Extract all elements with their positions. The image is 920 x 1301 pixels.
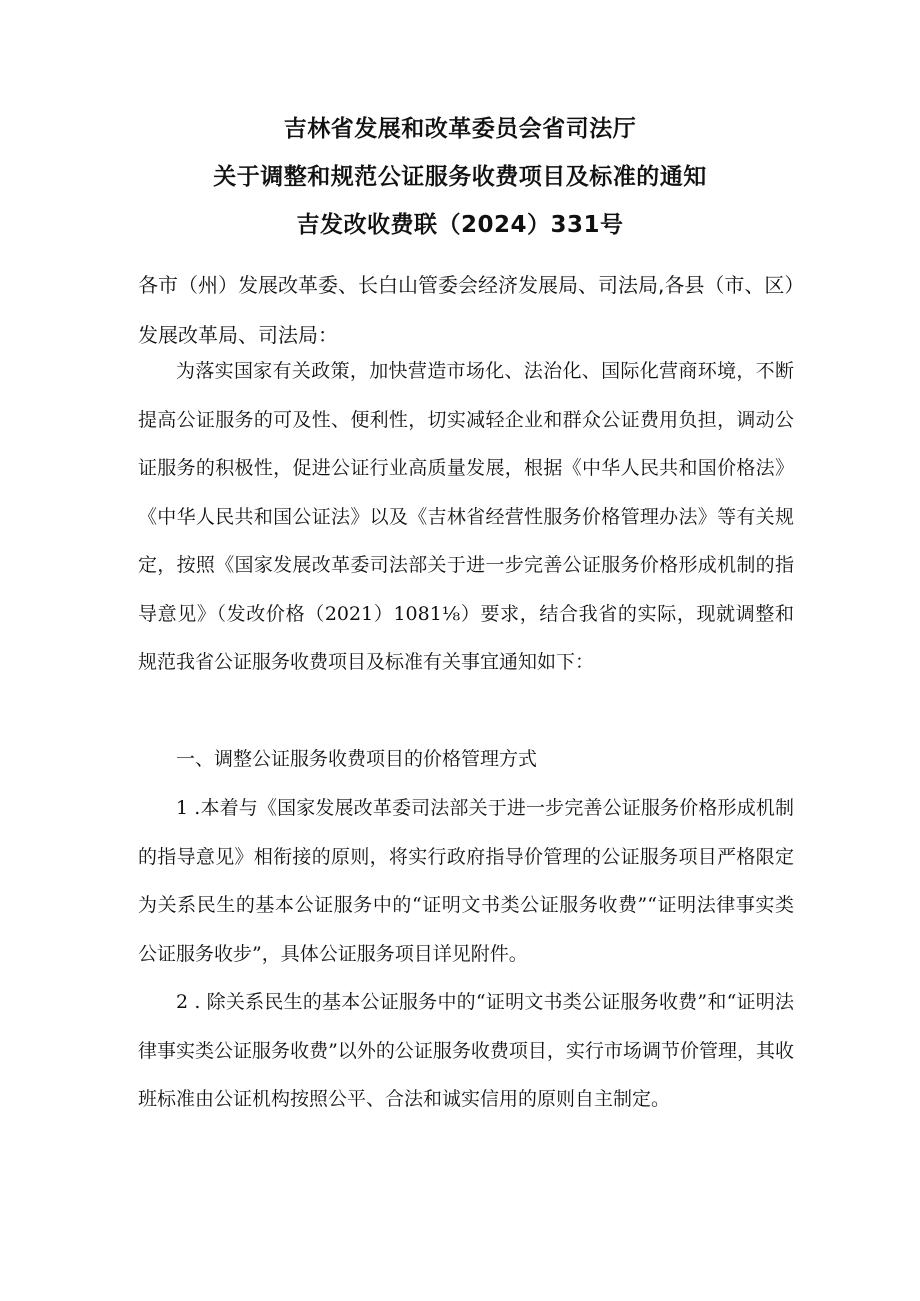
list-item-1: 1 .本着与《国家发展改革委司法部关于进一步完善公证服务价格形成机制的指导意见》相衔接的原则，将实行政府指导价管理的公证服务项目严格限定为关系民生的基本公证服务中的“证明文书类公证服务收费”“证明法律事实类公证服务收步”，具体公证服务项目详见附件。 — [138, 797, 794, 965]
document-title-subject: 关于调整和规范公证服务收费项目及标准的通知 — [213, 164, 707, 190]
document-number: 吉发改收费联（2024）331号 — [296, 212, 624, 238]
section-heading: 一、调整公证服务收费项目的价格管理方式 — [176, 748, 538, 770]
list-item-2: 2 . 除关系民生的基本公证服务中的“证明文书类公证服务收费”和“证明法律事实类公证服务收费”以外的公证服务收费项目，实行市场调节价管理，其收班标准由公证机构按照公平、合法和诚实信用的原则自主制定。 — [138, 991, 794, 1110]
document-title-issuer: 吉林省发展和改革委员会省司法厅 — [283, 116, 637, 142]
intro-paragraph: 为落实国家有关政策，加快营造市场化、法治化、国际化营商环境，不断提高公证服务的可及性、便利性，切实减轻企业和群众公证费用负担，调动公证服务的积极性，促进公证行业高质量发展，根据《中华人民共和国价格法》《中华人民共和国公证法》以及《吉林省经营性服务价格管理办法》等有关规定，按照《国家发展改革委司法部关于进一步完善公证服务价格形成机制的指导意见》（发改价格（2021）1081⅛）要求，结合我省的实际，现就调整和规范我省公证服务收费项目及标准有关事宜通知如下： — [138, 360, 794, 673]
addressee: 各市（州）发展改革委、长白山管委会经济发展局、司法局,各县（市、区）发展改革局、司法局： — [138, 273, 795, 347]
